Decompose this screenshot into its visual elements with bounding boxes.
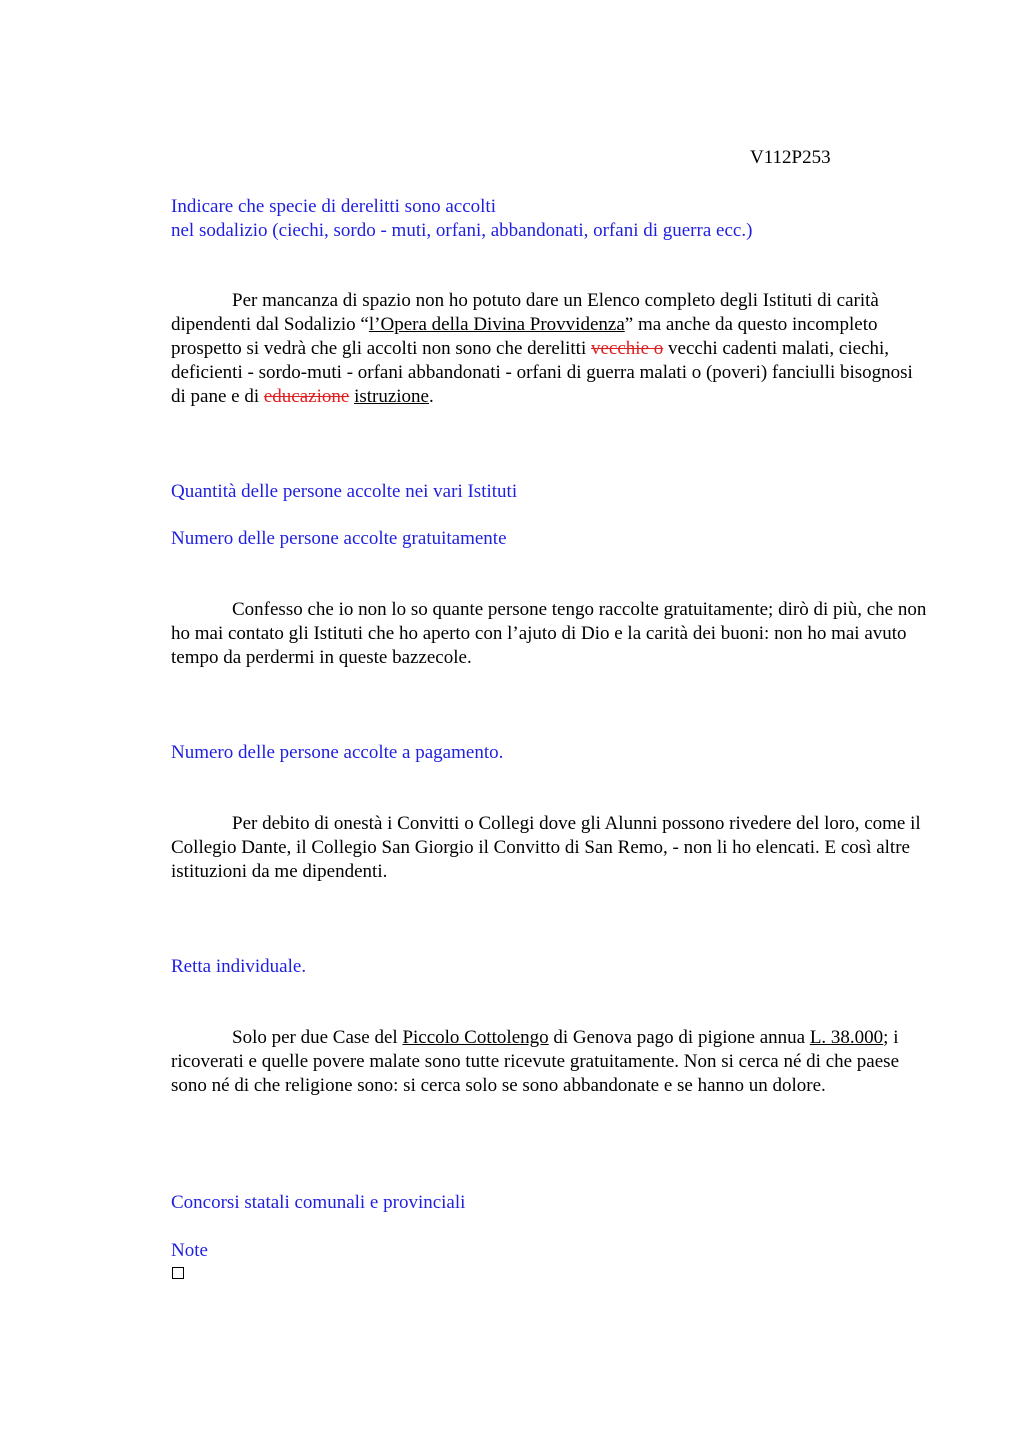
text-segment: .	[429, 386, 434, 407]
checkbox-square	[172, 1267, 184, 1279]
question-concorsi: Concorsi statali comunali e provinciali	[171, 1192, 466, 1213]
question-pagamento: Numero delle persone accolte a pagamento.	[171, 742, 504, 763]
answer-pagamento-paragraph: Per debito di onestà i Convitti o Collegi dove gli Alunni possono rivedere del loro, come il Collegio Dante, il Collegio San Giorgio il Convitto di San Remo, - non li ho elencati. E così altre istituzioni da me dipendenti.	[171, 813, 921, 882]
text-segment: di Genova pago di pigione annua	[548, 1027, 810, 1048]
answer-retta-paragraph	[171, 1026, 931, 1098]
text-segment: vecchi cadenti malati, ciechi, deficienti - sordo-muti - orfani abbandonati - orfani di guerra malati o (poveri) fanciulli bisognosi di pane e di	[171, 338, 913, 407]
question-retta: Retta individuale.	[171, 956, 307, 977]
text-segment: Per mancanza di spazio non ho potuto dare un Elenco completo degli Istituti di carità dipendenti dal Sodalizio “	[171, 290, 879, 335]
answer-derelitti-paragraph	[171, 289, 931, 409]
underlined-text: L. 38.000	[809, 1027, 884, 1048]
deleted-text: educazione	[263, 386, 350, 407]
question-derelitti-line1: Indicare che specie di derelitti sono accolti	[171, 196, 496, 217]
deleted-text: vecchie o	[591, 338, 664, 359]
note-heading: Note	[171, 1240, 208, 1261]
page-identifier: V112P253	[750, 147, 831, 168]
question-derelitti	[171, 195, 931, 243]
text-segment: ” ma anche da questo incompleto prospetto si vedrà che gli accolti non sono che derelitti	[171, 314, 878, 359]
text-segment: ; i ricoverati e quelle povere malate sono tutte ricevute gratuitamente. Non si cerca né di che paese sono né di che religione sono: si cerca solo se sono abbandonate e se hanno un dolore.	[171, 1027, 900, 1096]
underlined-text: istruzione	[354, 386, 429, 407]
question-quantita: Quantità delle persone accolte nei vari Istituti	[171, 481, 518, 502]
underlined-text: l’Opera della Divina Provvidenza	[368, 314, 625, 335]
text-segment: Solo per due Case del	[232, 1027, 403, 1048]
answer-gratuite-paragraph: Confesso che io non lo so quante persone tengo raccolte gratuitamente; dirò di più, che non ho mai contato gli Istituti che ho aperto con l’ajuto di Dio e la carità dei buoni: non ho mai avuto tempo da perdermi in queste bazzecole.	[171, 599, 927, 668]
underlined-text: Piccolo Cottolengo	[402, 1027, 549, 1048]
question-derelitti-line2: nel sodalizio (ciechi, sordo - muti, orfani, abbandonati, orfani di guerra ecc.)	[171, 220, 753, 241]
question-gratuite: Numero delle persone accolte gratuitamente	[171, 528, 507, 549]
